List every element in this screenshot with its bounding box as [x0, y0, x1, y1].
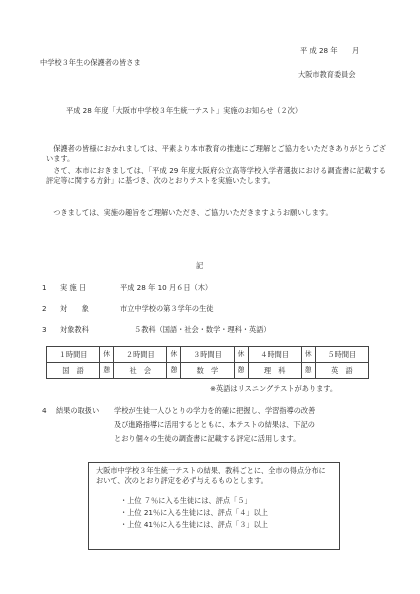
period-cell: ３時間目: [181, 347, 234, 363]
item-number: 4: [42, 406, 47, 415]
break-cell: 憩: [234, 363, 248, 379]
item-number: 1: [42, 283, 47, 292]
subject-cell: 理 科: [248, 363, 301, 379]
break-cell: 憩: [301, 363, 315, 379]
grading-bullet-3: ・上位 41％に入る生徒には、評点「３」以上: [120, 520, 268, 529]
subject-cell: 英 語: [315, 363, 368, 379]
break-cell: 休: [167, 347, 181, 363]
item-value: ５教科（国語・社会・数学・理科・英語）: [134, 325, 271, 334]
item-number: 3: [42, 325, 47, 334]
addressee: 中学校３年生の保護者の皆さま: [40, 58, 141, 67]
break-cell: 休: [234, 347, 248, 363]
subject-cell: 国 語: [47, 363, 100, 379]
break-cell: 憩: [167, 363, 181, 379]
date-line: 平 成 28 年 月: [300, 46, 360, 55]
break-cell: 休: [100, 347, 114, 363]
paragraph-2: さて、本市におきましては、「平成 29 年度大阪府公立高等学校入学者選抜における調査書に記載する評定等に関する方針」に基づき、次のとおりテストを実施いたします。: [46, 166, 386, 185]
break-cell: 休: [301, 347, 315, 363]
period-cell: ５時間目: [315, 347, 368, 363]
sender: 大阪市教育委員会: [298, 70, 356, 79]
grading-box-text: 大阪市中学校３年生統一テストの結果、教科ごとに、全市の得点分布において、次のとおり評定を必ず与えるものとします。: [96, 466, 326, 486]
item4-line-2: 及び進路指導に活用するとともに、本テストの結果は、下記の: [114, 420, 315, 429]
schedule-row-periods: [47, 347, 369, 363]
item4-line-1: 学校が生徒一人ひとりの学力を的確に把握し、学習指導の改善: [114, 406, 316, 415]
item-value: 平成 28 年 10 月６日（木）: [120, 283, 213, 292]
period-cell: １時間目: [47, 347, 100, 363]
period-cell: ２時間目: [114, 347, 167, 363]
item-label: 対 象: [60, 304, 89, 313]
item-label: 対象教科: [60, 325, 89, 334]
listening-note: ※英語はリスニングテストがあります。: [210, 384, 338, 393]
paragraph-3: つきましては、実施の趣旨をご理解いただき、ご協力いただきますようお願いします。: [53, 208, 333, 217]
schedule-table: [46, 346, 369, 379]
item-label: 実 施 日: [60, 283, 87, 292]
subject-cell: 数 学: [181, 363, 234, 379]
ki-label: 記: [196, 261, 204, 270]
grading-bullet-2: ・上位 21％に入る生徒には、評点「４」以上: [120, 508, 268, 517]
item-label: 結果の取扱い: [56, 406, 100, 415]
paragraph-1: 保護者の皆様におかれましては、平素より本市教育の推進にご理解とご協力をいただきありがとうございます。: [46, 144, 386, 163]
grading-bullet-1: ・上位 ７％に入る生徒には、評点「５」: [120, 496, 252, 505]
break-cell: 憩: [100, 363, 114, 379]
subject-cell: 社 会: [114, 363, 167, 379]
period-cell: ４時間目: [248, 347, 301, 363]
item-value: 市立中学校の第３学年の生徒: [120, 304, 214, 313]
document-title: 平成 28 年度「大阪市中学校３年生統一テスト」実施のお知らせ（２次）: [66, 106, 303, 115]
item4-line-3: とおり個々の生徒の調査書に記載する評定に活用します。: [114, 434, 301, 443]
item-number: 2: [42, 304, 47, 313]
schedule-row-subjects: [47, 363, 369, 379]
